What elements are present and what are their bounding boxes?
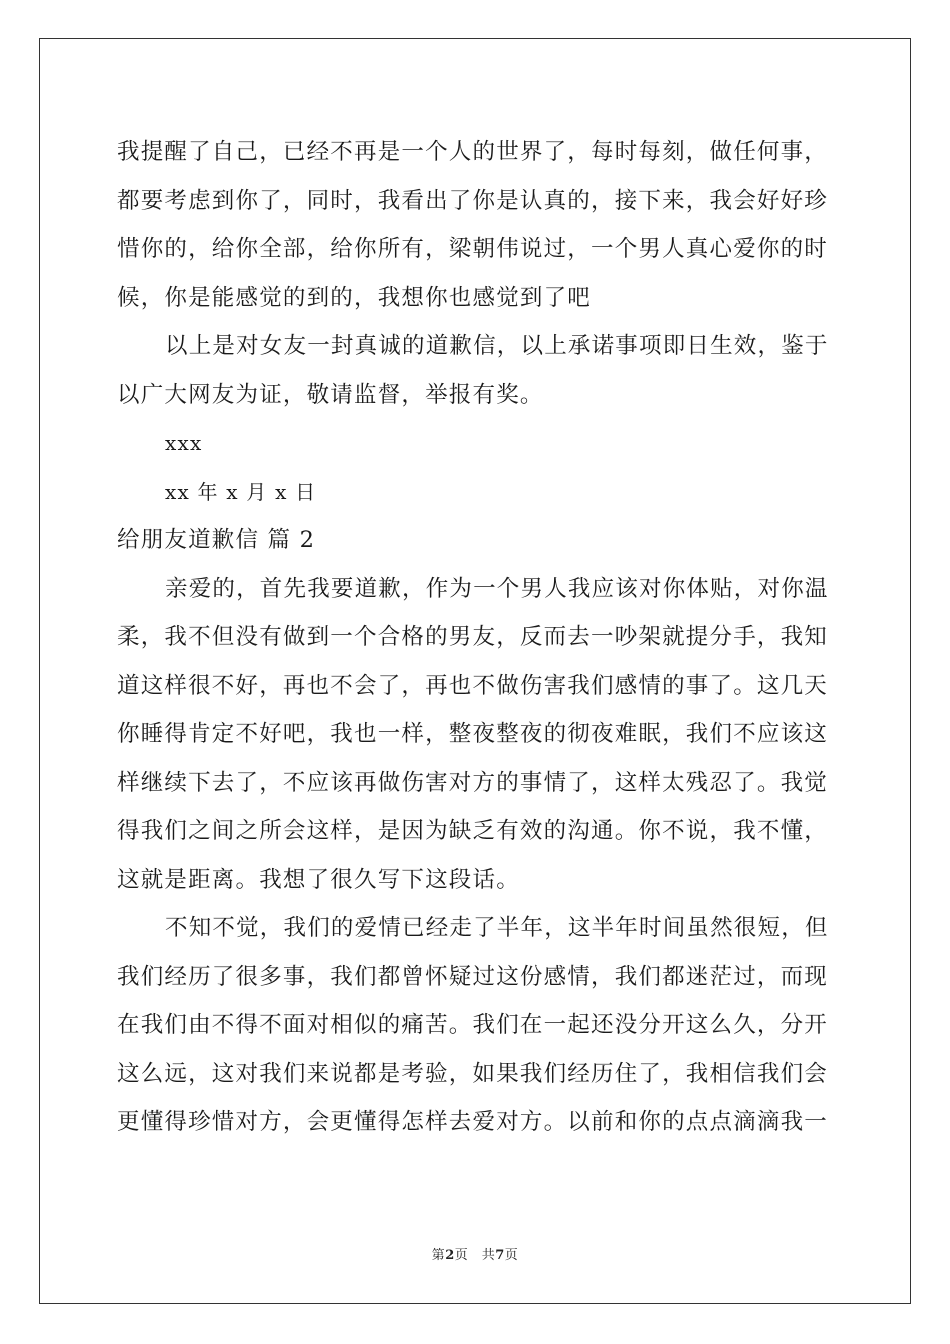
page-mid: 页 共	[454, 1248, 496, 1263]
page-suffix: 页	[504, 1248, 519, 1263]
text-line: 得我们之间之所会这样，是因为缺乏有效的沟通。你不说，我不懂，	[117, 818, 829, 844]
text-line: 更懂得珍惜对方，会更懂得怎样去爱对方。以前和你的点点滴滴我一	[117, 1109, 829, 1135]
page-current: 2	[445, 1248, 455, 1263]
text-line: 以上是对女友一封真诚的道歉信，以上承诺事项即日生效，鉴于	[165, 333, 829, 359]
text-line: 惜你的，给你全部，给你所有，梁朝伟说过，一个男人真心爱你的时	[117, 236, 829, 262]
signature-name: xxx	[165, 431, 203, 455]
text-line: 候，你是能感觉的到的，我想你也感觉到了吧	[117, 284, 592, 311]
page-total: 7	[495, 1248, 505, 1263]
section-heading: 给朋友道歉信 篇 2	[117, 527, 316, 553]
page-prefix: 第	[431, 1248, 446, 1263]
text-line: 你睡得肯定不好吧，我也一样，整夜整夜的彻夜难眠，我们不应该这	[117, 721, 829, 747]
text-line: 这么远，这对我们来说都是考验，如果我们经历住了，我相信我们会	[117, 1060, 829, 1087]
signature-date: xx 年 x 月 x 日	[165, 479, 317, 504]
text-line: 都要考虑到你了，同时，我看出了你是认真的，接下来，我会好好珍	[117, 187, 829, 214]
text-line: 我提醒了自己，已经不再是一个人的世界了，每时每刻，做任何事，	[117, 139, 829, 165]
document-body	[117, 128, 837, 1147]
text-line: 柔，我不但没有做到一个合格的男友，反而去一吵架就提分手，我知	[117, 624, 829, 650]
text-line: 以广大网友为证，敬请监督，举报有奖。	[117, 381, 544, 408]
text-line: 这就是距离。我想了很久写下这段话。	[117, 866, 520, 893]
text-line: 样继续下去了，不应该再做伤害对方的事情了，这样太残忍了。我觉	[117, 769, 829, 796]
text-line: 在我们由不得不面对相似的痛苦。我们在一起还没分开这么久，分开	[117, 1012, 829, 1038]
text-line: 亲爱的，首先我要道歉，作为一个男人我应该对你体贴，对你温	[165, 575, 829, 602]
text-line: 我们经历了很多事，我们都曾怀疑过这份感情，我们都迷茫过，而现	[117, 963, 829, 990]
text-line: 不知不觉，我们的爱情已经走了半年，这半年时间虽然很短，但	[165, 915, 829, 941]
page-footer	[0, 1244, 950, 1263]
text-line: 道这样很不好，再也不会了，再也不做伤害我们感情的事了。这几天	[117, 672, 829, 699]
